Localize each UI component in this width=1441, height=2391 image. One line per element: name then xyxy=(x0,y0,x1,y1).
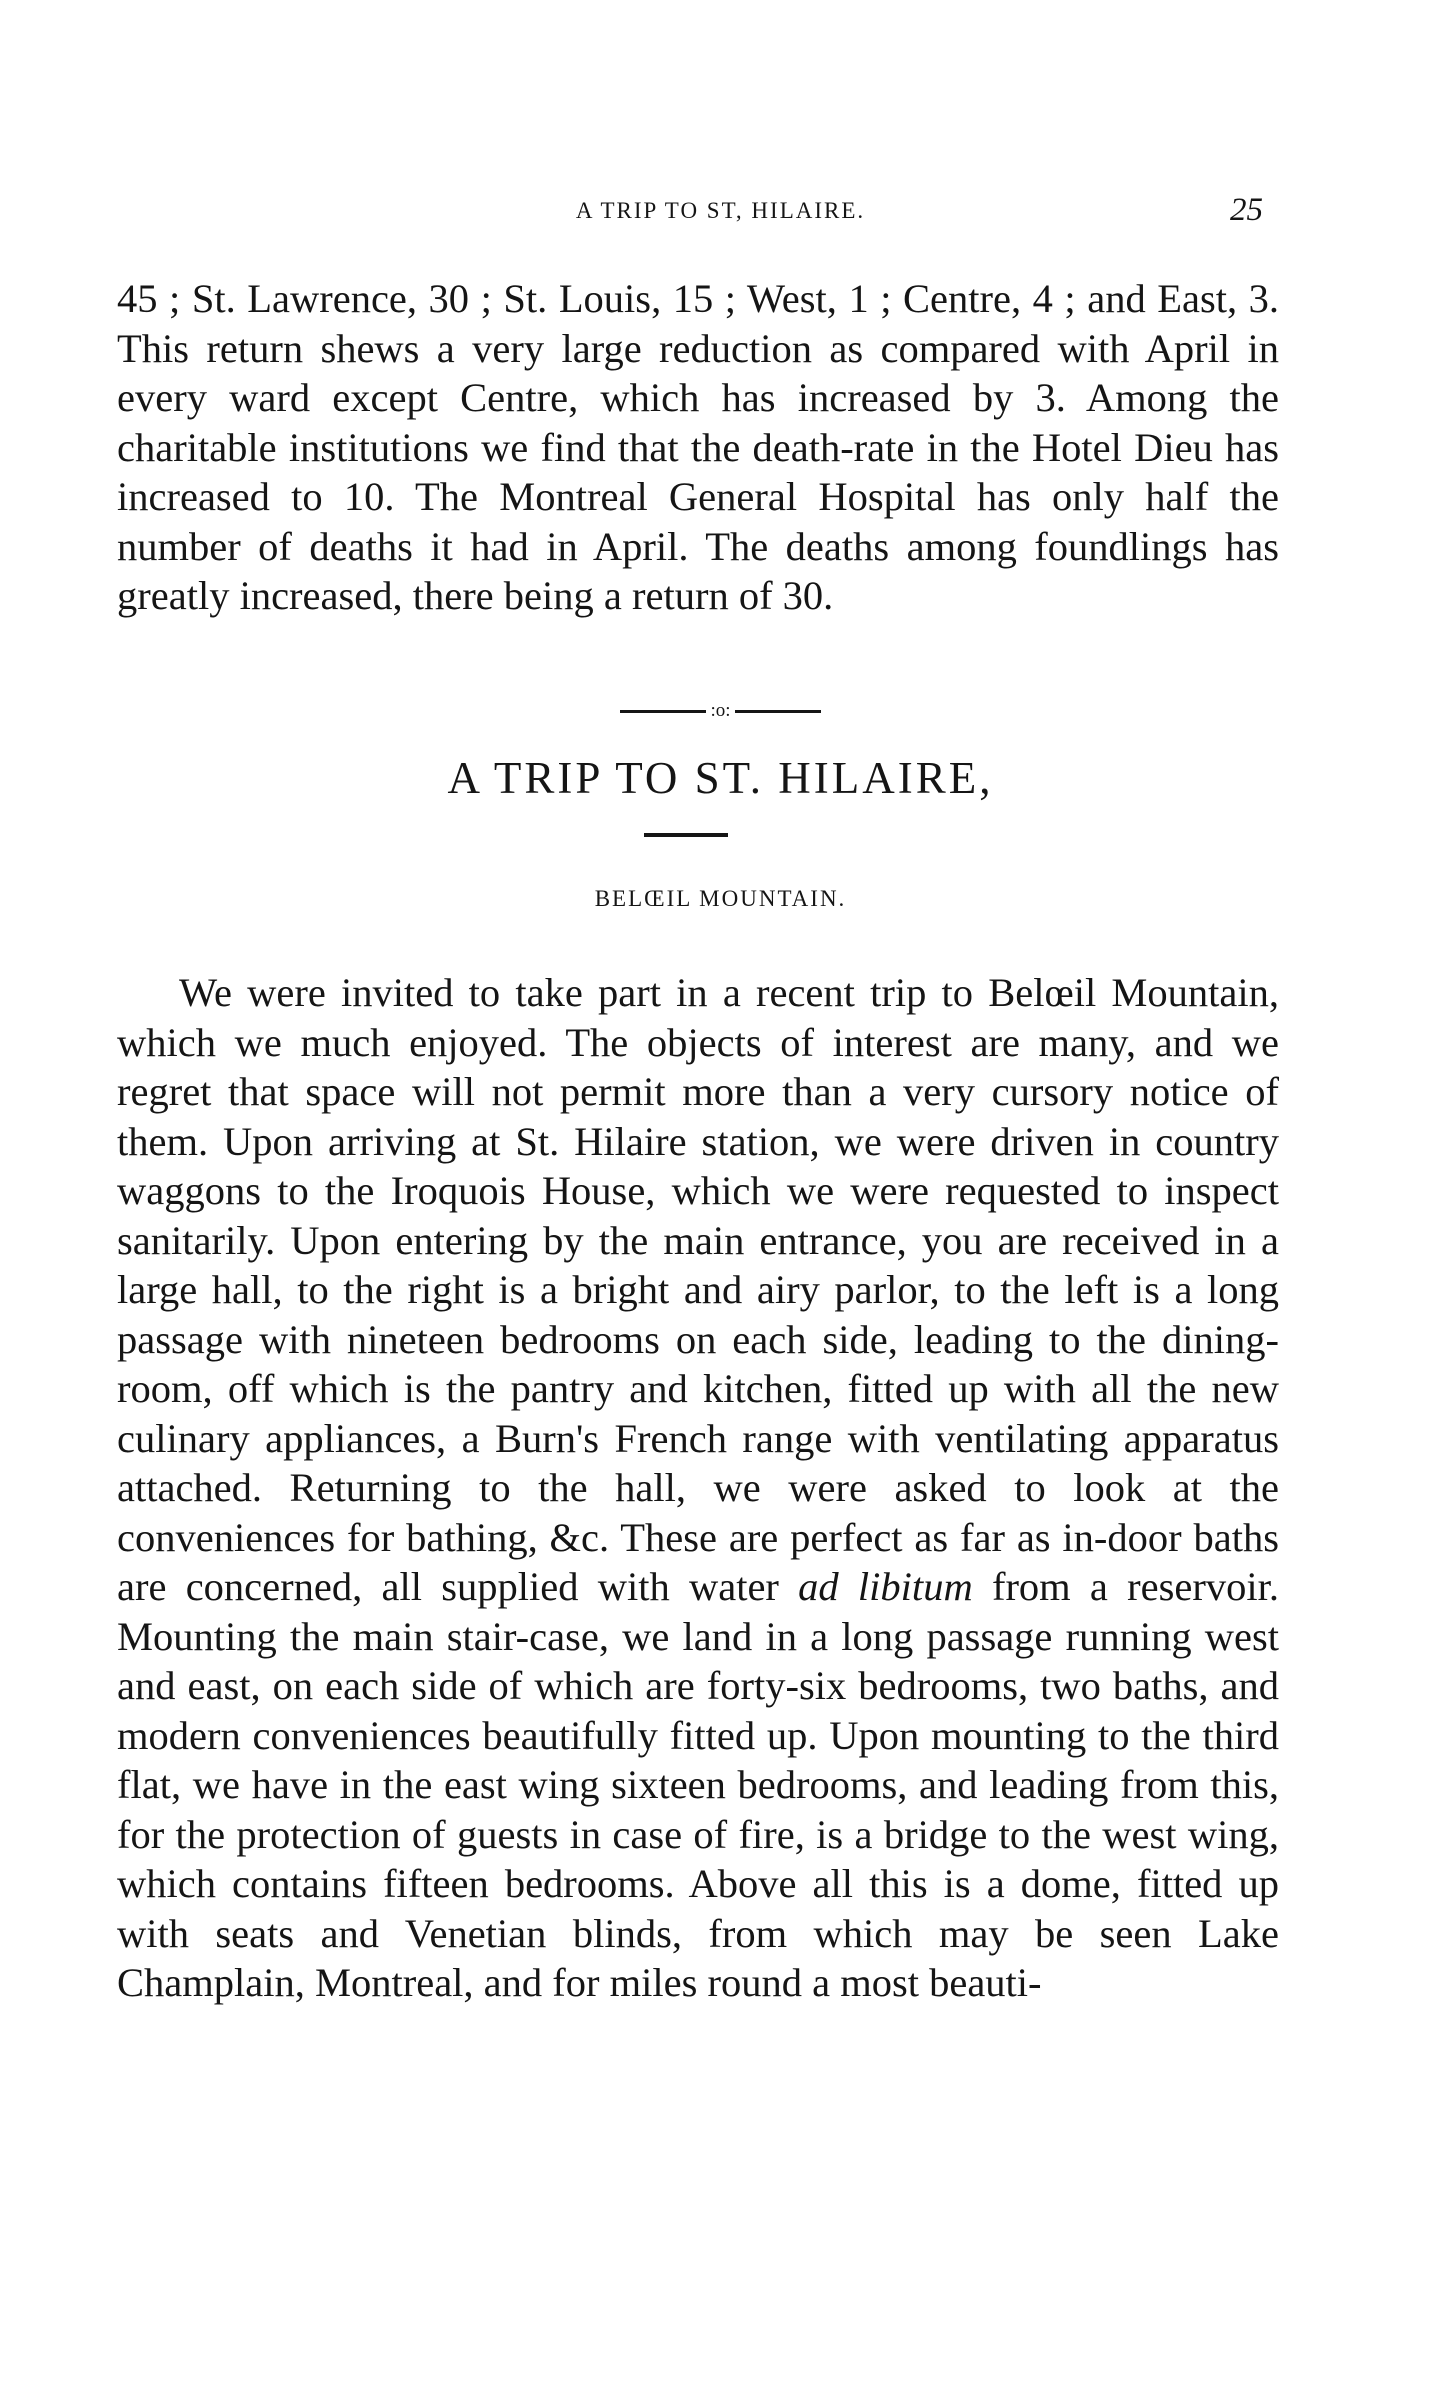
paragraph-trip-account xyxy=(117,968,1279,2008)
section-separator xyxy=(0,700,1441,722)
separator-ornament: :o: xyxy=(710,700,731,721)
article-title: A TRIP TO ST. HILAIRE, xyxy=(447,753,994,803)
paragraph-text-part-2: from a reservoir. Mounting the main stair-case, we land in a long passage running west and east, on each side of which are forty-six bedrooms, two baths, and modern conveniences beautifully fitted up. Upon mounting to the third flat, we have in the east wing sixteen bedrooms, and leading from this, for the protection of guests in case of fire, is a bridge to the west wing, which contains fifteen bedrooms. Above all this is a dome, fitted up with seats and Venetian blinds, from which may be seen Lake Champlain, Montreal, and for miles round a most beauti- xyxy=(117,1564,1279,2005)
article-subtitle: BELŒIL MOUNTAIN. xyxy=(594,886,847,911)
latin-phrase: ad libitum xyxy=(798,1564,973,1609)
running-head: A TRIP TO ST, HILAIRE. xyxy=(575,198,866,223)
paragraph-mortality-report: 45 ; St. Lawrence, 30 ; St. Louis, 15 ; West, 1 ; Centre, 4 ; and East, 3. This return shews a very large reduction as compared with April in every ward except Centre, which has increased by 3. Among the charitable institutions we find that the death-rate in the Hotel Dieu has increased to 10. The Montreal General Hospital has only half the number of deaths it had in April. The deaths among foundlings has greatly increased, there being a return of 30. xyxy=(117,276,1279,618)
separator-rule-left xyxy=(620,710,706,713)
page-number: 25 xyxy=(1230,192,1263,228)
title-rule xyxy=(644,833,728,837)
paragraph-text-part-1: We were invited to take part in a recent trip to Belœil Mountain, which we much enjoyed. The objects of interest are many, and we regret that space will not permit more than a very cursory notice of them. Upon arriving at St. Hilaire station, we were driven in country waggons to the Iroquois House, which we were requested to inspect sanitarily. Upon entering by the main entrance, you are received in a large hall, to the right is a bright and airy parlor, to the left is a long passage with nineteen bedrooms on each side, leading to the dining-room, off which is the pantry and kitchen, fitted up with all the new culinary appliances, a Burn's French range with ventilating apparatus attached. Returning to the hall, we were asked to look at the conveniences for bathing, &c. These are perfect as far as in-door baths are concerned, all supplied with water xyxy=(117,970,1279,1609)
separator-rule-right xyxy=(735,710,821,713)
